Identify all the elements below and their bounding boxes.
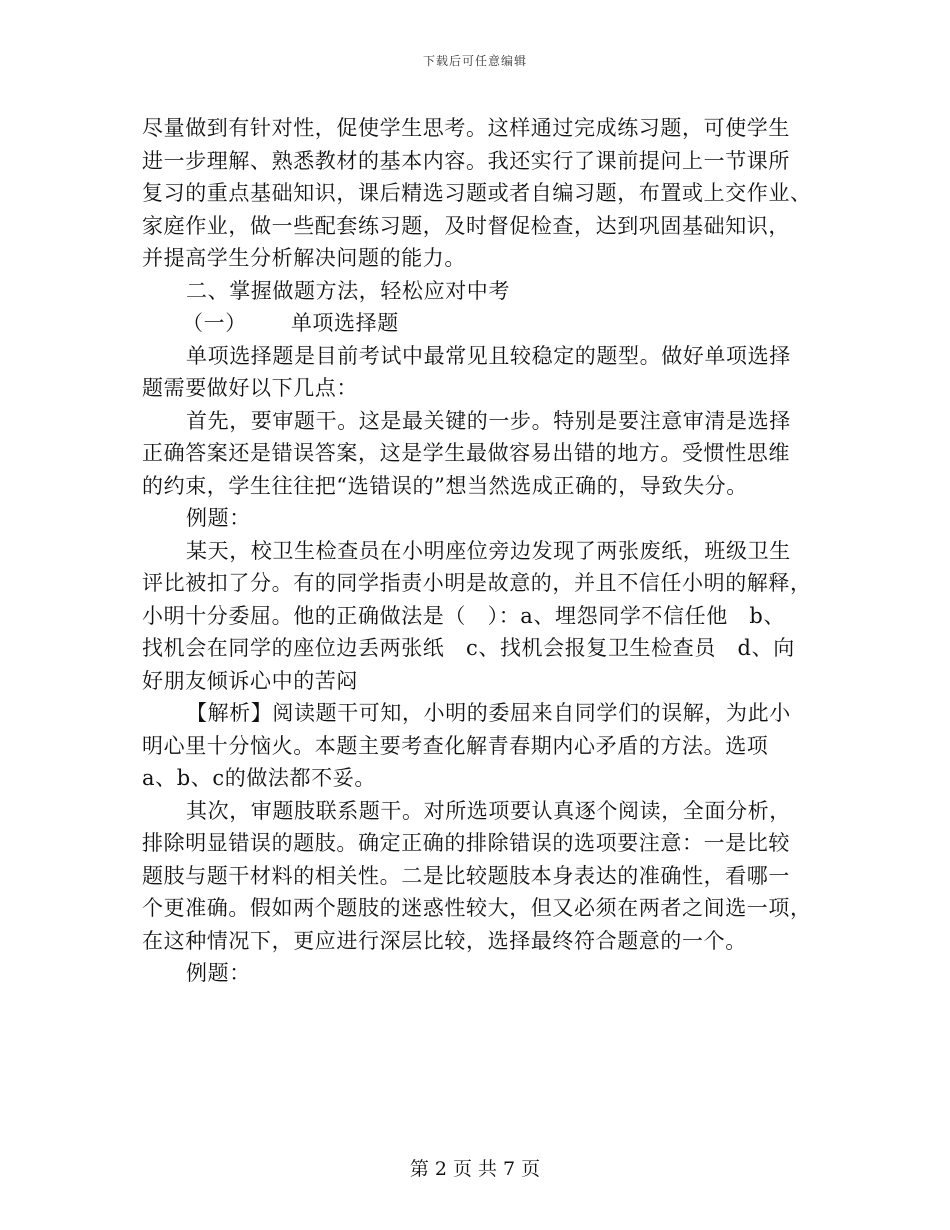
document-body: [142, 112, 812, 990]
paragraph-line: 其次，审题肢联系题干。对所选项要认真逐个阅读，全面分析，: [186, 798, 791, 823]
example-label: 例题：: [186, 506, 251, 530]
paragraph-line: 复习的重点基础知识，课后精选习题或者自编习题，布置或上交作业、: [142, 181, 812, 205]
paragraph-line: 进一步理解、熟悉教材的基本内容。我还实行了课前提问上一节课所: [142, 148, 790, 173]
paragraph-line: 家庭作业，做一些配套练习题，及时督促检查，达到巩固基础知识，: [142, 213, 790, 238]
analysis-paragraph: 【解析】阅读题干可知，小明的委屈来自同学们的误解，为此小: [186, 701, 791, 725]
paragraph-line: 首先，要审题干。这是最关键的一步。特别是要注意审清是选择: [186, 408, 791, 433]
subsection-heading: [142, 307, 812, 340]
paragraph-line: 的约束，学生往往把“选错误的”想当然选成正确的，导致失分。: [142, 473, 748, 498]
paragraph-line: 尽量做到有针对性，促使学生思考。这样通过完成练习题，可使学生: [142, 116, 790, 140]
paragraph-line: 明心里十分恼火。本题主要考查化解青春期内心矛盾的方法。选项: [142, 733, 769, 758]
subsection-number: （一）: [182, 311, 247, 335]
paragraph-line: a、b、c的做法都不妥。: [142, 766, 376, 790]
paragraph-line: 个更准确。假如两个题肢的迷惑性较大，但又必须在两者之间选一项，: [142, 896, 812, 920]
paragraph-line: 某天，校卫生检查员在小明座位旁边发现了两张废纸，班级卫生: [186, 538, 791, 563]
paragraph-line: 找机会在同学的座位边丢两张纸 c、找机会报复卫生检查员 d、向: [142, 636, 795, 660]
paragraph-line: 并提高学生分析解决问题的能力。: [142, 246, 466, 270]
paragraph-line: 好朋友倾诉心中的苦闷: [142, 668, 358, 693]
paragraph-line: 题需要做好以下几点：: [142, 376, 358, 400]
paragraph-line: 小明十分委屈。他的正确做法是（ ）：a、埋怨同学不信任他 b、: [142, 603, 786, 628]
paragraph-line: 在这种情况下，更应进行深层比较，选择最终符合题意的一个。: [142, 928, 747, 953]
paragraph-line: 单项选择题是目前考试中最常见且较稳定的题型。做好单项选择: [186, 343, 791, 368]
page-header: 下载后可任意编辑: [422, 54, 527, 68]
section-heading: 二、掌握做题方法，轻松应对中考: [186, 278, 510, 303]
paragraph-line: 排除明显错误的题肢。确定正确的排除错误的选项要注意：一是比较: [142, 831, 790, 855]
paragraph-line: 评比被扣了分。有的同学指责小明是故意的，并且不信任小明的解释，: [142, 571, 812, 595]
paragraph-line: 正确答案还是错误答案，这是学生最做容易出错的地方。受惯性思维: [142, 441, 790, 465]
paragraph-line: 题肢与题干材料的相关性。二是比较题肢本身表达的准确性，看哪一: [142, 863, 790, 888]
example-label: 例题：: [186, 961, 251, 985]
subsection-title: 单项选择题: [290, 311, 399, 335]
page-number: 第 2 页 共 7 页: [409, 1158, 541, 1180]
